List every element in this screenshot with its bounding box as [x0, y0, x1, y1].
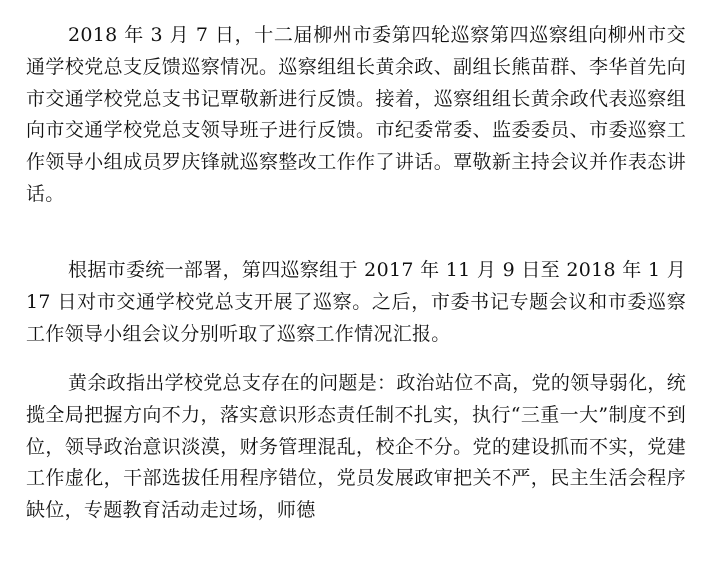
- paragraph-inspection-schedule: 根据市委统一部署，第四巡察组于 2017 年 11 月 9 日至 2018 年 1 月 17 日对市交通学校党总支开展了巡察。之后，市委书记专题会议和市委巡察工作领导小组会议分别听取了巡察工作情况汇报。: [26, 259, 686, 345]
- paragraph-feedback-meeting: 2018 年 3 月 7 日，十二届柳州市委第四轮巡察第四巡察组向柳州市交通学校党总支反馈巡察情况。巡察组组长黄余政、副组长熊苗群、李华首先向市交通学校党总支书记覃敬新进行反馈。接着，巡察组组长黄余政代表巡察组向市交通学校党总支领导班子进行反馈。市纪委常委、监委委员、市委巡察工作领导小组成员罗庆锋就巡察整改工作作了讲话。覃敬新主持会议并作表态讲话。: [26, 24, 686, 205]
- paragraph-problems-found: 黄余政指出学校党总支存在的问题是：政治站位不高，党的领导弱化，统揽全局把握方向不力，落实意识形态责任制不扎实，执行“三重一大”制度不到位，领导政治意识淡漠，财务管理混乱，校企不分。党的建设抓而不实，党建工作虚化，干部选拔任用程序错位，党员发展政审把关不严，民主生活会程序缺位，专题教育活动走过场，师德: [26, 372, 686, 522]
